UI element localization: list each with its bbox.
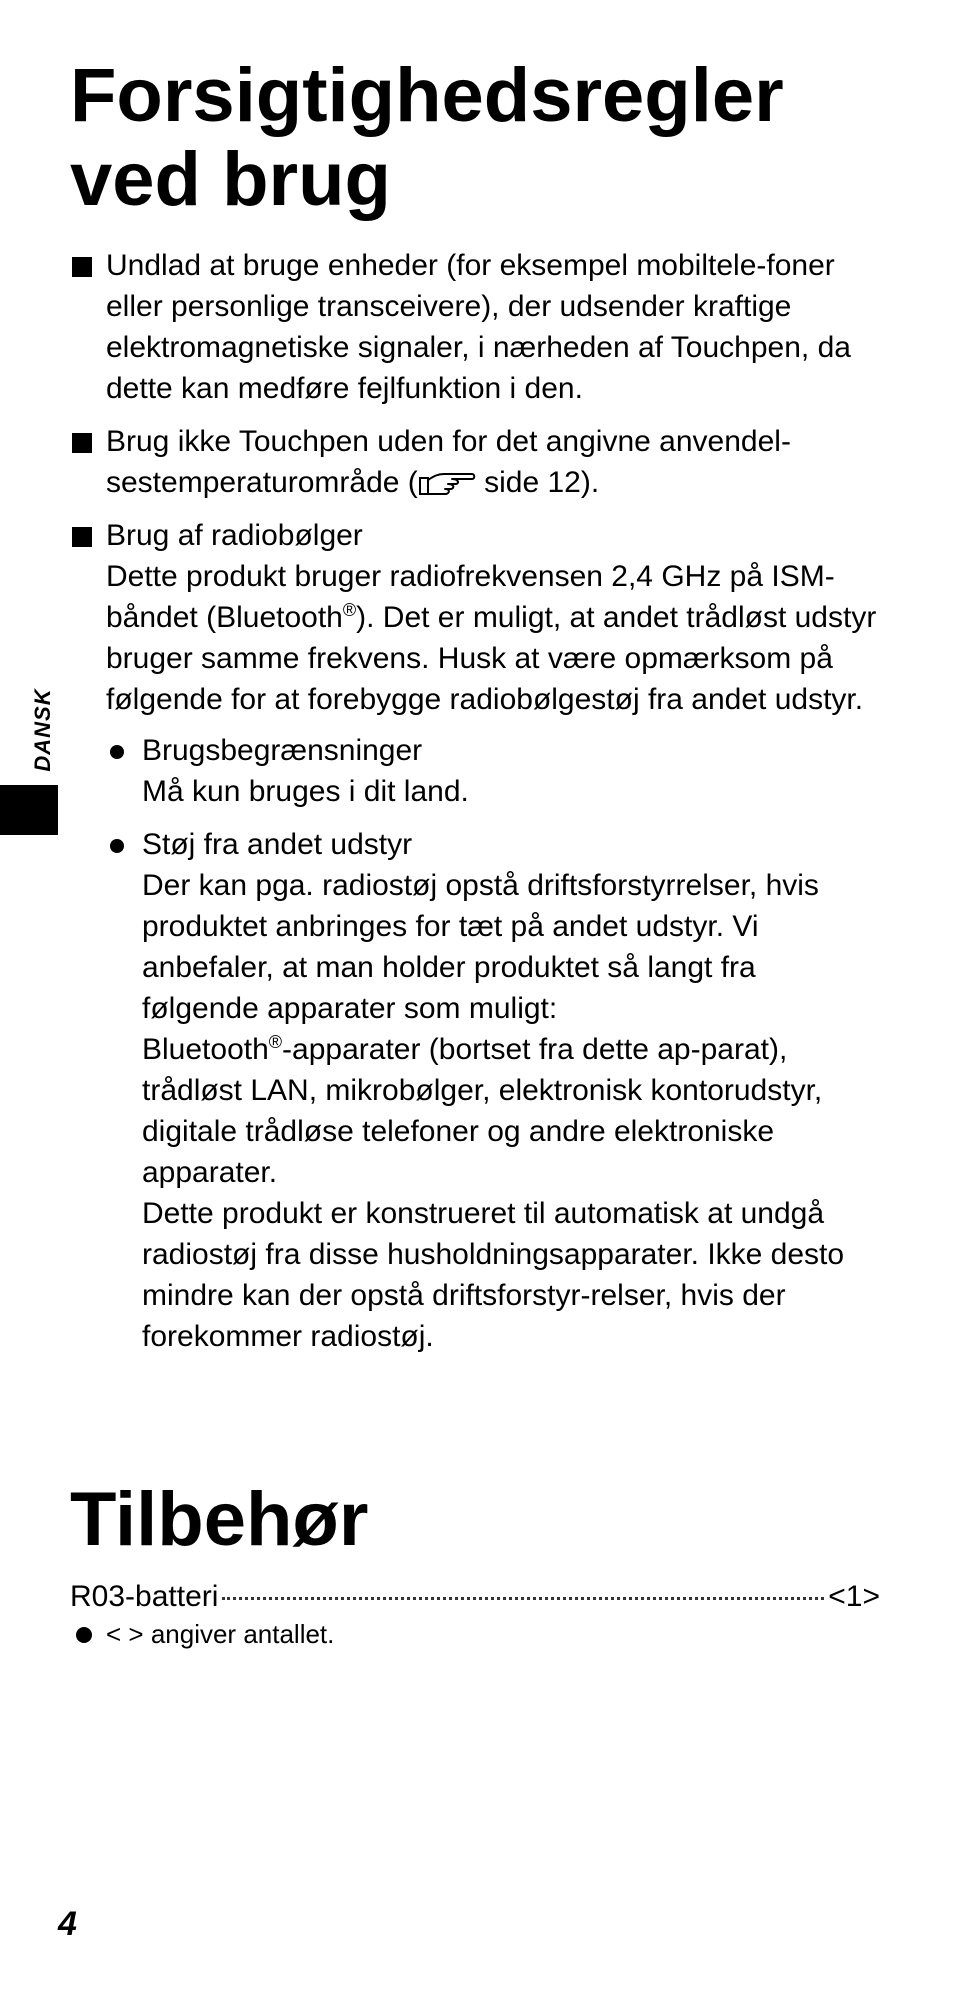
section-title-accessories: Tilbehør (70, 1477, 369, 1562)
precaution-text-part: Dette produkt bruger radiofrekvensen 2,4 GHz på ISM-båndet (Bluetooth (106, 560, 835, 634)
square-bullet-icon (72, 257, 92, 277)
sub-item-text-part: -apparater (bortset fra dette ap-parat), trådløst LAN, mikrobølger, elektronisk kontorudstyr, digitale trådløse telefoner og andre elektroniske apparater. (142, 1033, 823, 1189)
language-label-text: DANSK (30, 688, 55, 772)
round-bullet-icon (110, 839, 124, 853)
accessory-name: R03-batteri (70, 1580, 219, 1613)
sub-item-heading: Brugsbegrænsninger (142, 734, 423, 767)
precaution-item-radio (70, 515, 880, 1357)
precaution-text (106, 421, 880, 503)
square-bullet-icon (72, 527, 92, 547)
sub-item-text (142, 1029, 880, 1193)
registered-mark: ® (268, 1032, 283, 1052)
hand-pointing-icon (418, 468, 476, 498)
precaution-text (106, 556, 880, 720)
precaution-item-temperature (70, 421, 880, 503)
radio-sub-list (106, 730, 880, 1357)
dot-leader (222, 1597, 824, 1600)
accessory-quantity: <1> (828, 1580, 880, 1613)
sub-item-text: Må kun bruges i dit land. (142, 775, 469, 808)
precaution-text-part: Brug ikke Touchpen uden for det angivne anvendel-sestemperaturområde ( (106, 425, 791, 499)
section-title-precautions (70, 54, 900, 222)
sub-item-noise (106, 824, 880, 1357)
round-bullet-icon (76, 1627, 92, 1643)
sub-item-text: Der kan pga. radiostøj opstå driftsforstyrrelser, hvis produktet anbringes for tæt på andet udstyr. Vi anbefaler, at man holder produktet så langt fra følgende apparater som muligt: (142, 869, 819, 1025)
precaution-text-part: ). Det er muligt, at andet trådløst udstyr bruger samme frekvens. Husk at være opmærksom på følgende for at forebygge radiobølgestøj fra andet udstyr. (106, 601, 877, 716)
page-number: 4 (58, 1905, 77, 1943)
precaution-heading: Brug af radiobølger (106, 519, 363, 552)
sub-item-heading: Støj fra andet udstyr (142, 828, 413, 861)
precaution-text: Undlad at bruge enheder (for eksempel mobiltele-foner eller personlige transceivere), der udsender kraftige elektromagnetiske signaler, i nærheden af Touchpen, da dette kan medføre fejlfunktion i den. (106, 249, 851, 405)
language-label (28, 690, 58, 770)
precaution-text-part: side 12). (475, 466, 600, 499)
round-bullet-icon (110, 745, 124, 759)
registered-mark: ® (342, 600, 357, 620)
accessory-row (70, 1580, 880, 1616)
sub-item-text: Dette produkt er konstrueret til automatisk at undgå radiostøj fra disse husholdningsapparater. Ikke desto mindre kan der opstå driftsforstyr-relser, hvis der forekommer radiostøj. (142, 1197, 845, 1353)
accessory-note-text: < > angiver antallet. (106, 1619, 335, 1649)
precaution-item-devices (70, 245, 880, 409)
sub-item-usage-limits (106, 730, 880, 812)
accessory-note (70, 1617, 334, 1651)
square-bullet-icon (72, 433, 92, 453)
sub-item-text-part: Bluetooth (142, 1033, 269, 1066)
precautions-list (70, 245, 880, 1369)
language-tab-marker (0, 785, 58, 835)
title-line-1: Forsigtighedsregler (70, 53, 784, 138)
title-line-2: ved brug (70, 137, 391, 222)
